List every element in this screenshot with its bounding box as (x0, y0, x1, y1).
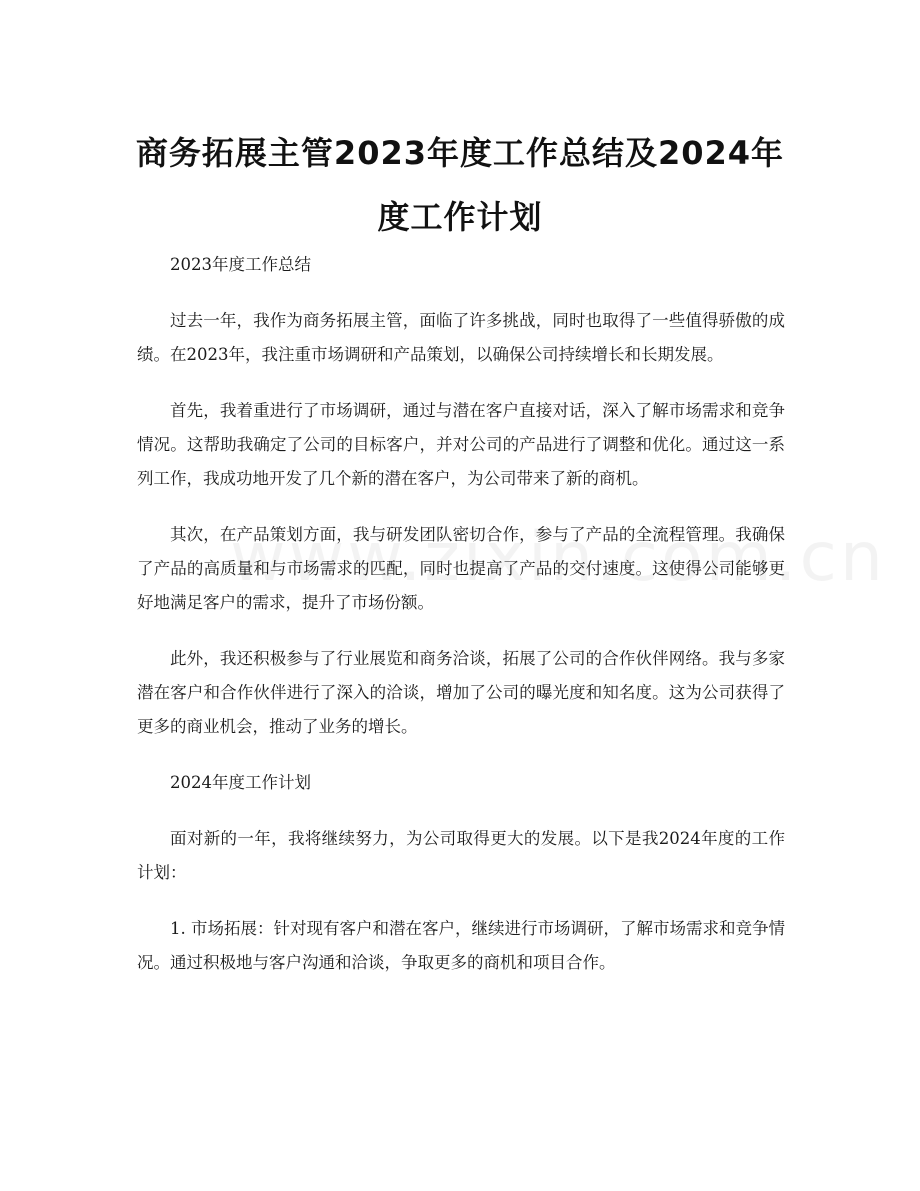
paragraph-market-research: 首先，我着重进行了市场调研，通过与潜在客户直接对话，深入了解市场需求和竞争情况。这帮助我确定了公司的目标客户，并对公司的产品进行了调整和优化。通过这一系列工作，我成功地开发了几个新的潜在客户，为公司带来了新的商机。 (137, 401, 785, 488)
section-heading-plan: 2024年度工作计划 (170, 773, 311, 792)
document-body (137, 248, 785, 1002)
section-heading-summary: 2023年度工作总结 (170, 255, 311, 274)
paragraph-product-planning: 其次，在产品策划方面，我与研发团队密切合作，参与了产品的全流程管理。我确保了产品的高质量和与市场需求的匹配，同时也提高了产品的交付速度。这使得公司能够更好地满足客户的需求，提升了市场份额。 (137, 525, 785, 612)
list-item-plan-1: 1. 市场拓展：针对现有客户和潜在客户，继续进行市场调研，了解市场需求和竞争情况。通过积极地与客户沟通和洽谈，争取更多的商机和项目合作。 (137, 919, 785, 972)
paragraph-plan-intro: 面对新的一年，我将继续努力，为公司取得更大的发展。以下是我2024年度的工作计划： (137, 829, 785, 882)
paragraph-partnerships: 此外，我还积极参与了行业展览和商务洽谈，拓展了公司的合作伙伴网络。我与多家潜在客户和合作伙伴进行了深入的洽谈，增加了公司的曝光度和知名度。这为公司获得了更多的商业机会，推动了业务的增长。 (137, 649, 785, 736)
paragraph-summary-intro: 过去一年，我作为商务拓展主管，面临了许多挑战，同时也取得了一些值得骄傲的成绩。在2023年，我注重市场调研和产品策划，以确保公司持续增长和长期发展。 (137, 311, 785, 364)
page-title: 商务拓展主管2023年度工作总结及2024年度工作计划 (135, 134, 785, 237)
